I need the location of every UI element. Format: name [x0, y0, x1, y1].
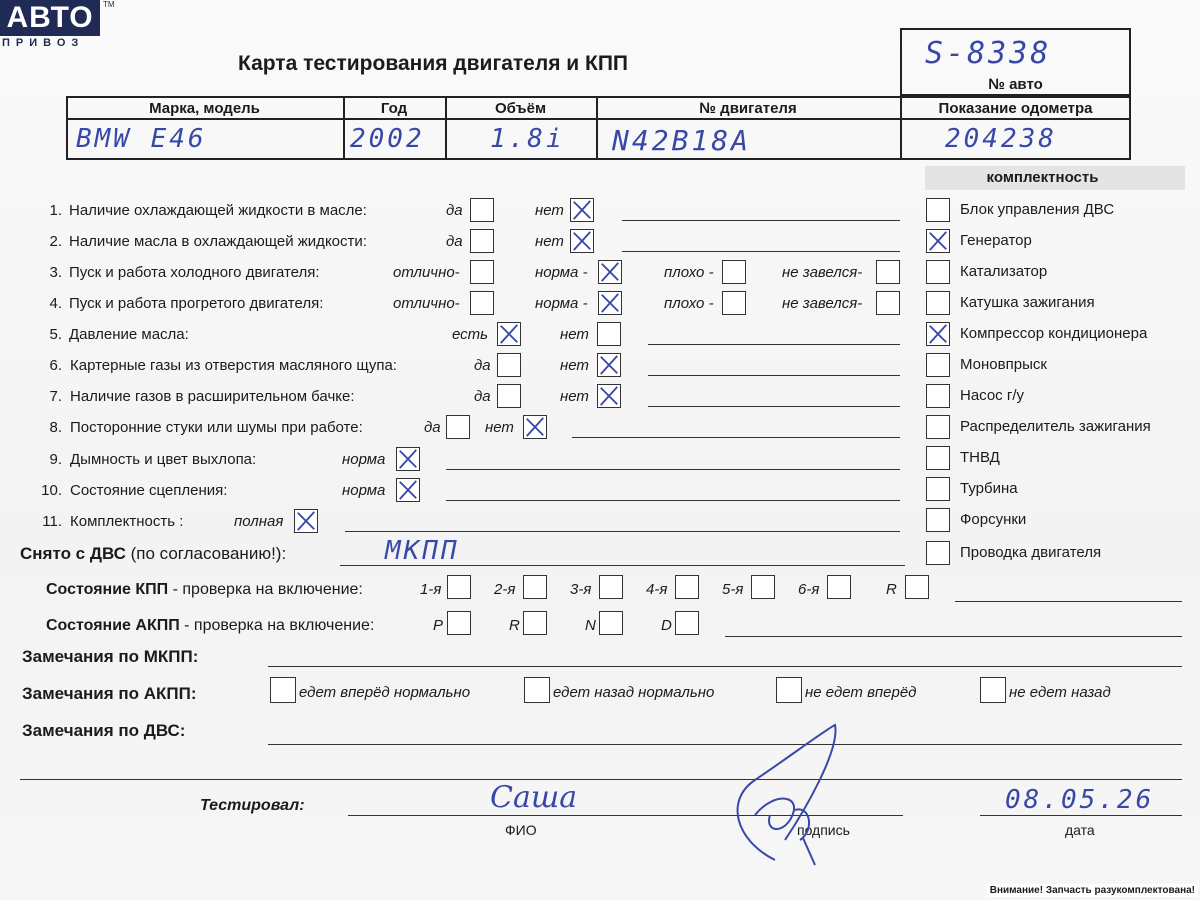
completeness-checkbox[interactable]	[926, 384, 950, 408]
gear-label: N	[585, 617, 596, 634]
checkmark-x-icon	[397, 448, 419, 470]
option-label: да	[474, 388, 491, 405]
completeness-checkbox[interactable]	[926, 353, 950, 377]
akpp-remark-checkbox[interactable]	[270, 677, 296, 703]
akpp-label	[46, 617, 374, 635]
answer-line	[345, 531, 900, 532]
option-checkbox[interactable]	[470, 229, 494, 253]
question-number: 5.	[49, 326, 62, 343]
kpp-gear-checkbox[interactable]	[905, 575, 929, 599]
option-checkbox[interactable]	[396, 478, 420, 502]
date-value: 08.05.26	[1005, 785, 1155, 815]
question-number: 2.	[49, 233, 62, 250]
gear-label: 6-я	[798, 581, 820, 598]
akpp-remark-label: не едет вперёд	[805, 684, 917, 701]
option-label: да	[446, 233, 463, 250]
answer-line	[446, 500, 900, 501]
handwritten-signature	[715, 720, 855, 870]
option-checkbox[interactable]	[722, 291, 746, 315]
kpp-gear-checkbox[interactable]	[827, 575, 851, 599]
akpp-label-rest: - проверка на включение:	[179, 617, 375, 634]
option-label: плохо -	[664, 264, 714, 281]
tested-by-label: Тестировал:	[200, 797, 305, 814]
akpp-label-bold: Состояние АКПП	[46, 617, 180, 634]
removed-label-rest: (по согласованию!):	[125, 544, 287, 563]
footer-warning: Внимание! Запчасть разукомплектована!	[987, 884, 1198, 897]
option-checkbox[interactable]	[470, 198, 494, 222]
completeness-checkbox[interactable]	[926, 415, 950, 439]
option-label: отлично-	[393, 295, 460, 312]
option-label: нет	[535, 233, 564, 250]
completeness-item-label: Катушка зажигания	[960, 294, 1095, 311]
answer-line	[572, 437, 900, 438]
gear-label: 2-я	[494, 581, 516, 598]
question-number: 11.	[42, 513, 62, 530]
option-checkbox[interactable]	[876, 260, 900, 284]
odometer-value: 204238	[945, 124, 1057, 154]
gear-label: 3-я	[570, 581, 592, 598]
question-text: Наличие масла в охлаждающей жидкости:	[69, 233, 367, 250]
option-label: нет	[535, 202, 564, 219]
checkmark-x-icon	[498, 323, 520, 345]
kpp-gear-checkbox[interactable]	[751, 575, 775, 599]
option-checkbox[interactable]	[570, 198, 594, 222]
auto-number-label: № авто	[988, 76, 1043, 93]
completeness-item-label: Форсунки	[960, 511, 1027, 528]
kpp-label-bold: Состояние КПП	[46, 581, 169, 598]
header-row-divider	[66, 118, 1131, 120]
question-text: Дымность и цвет выхлопа:	[70, 451, 257, 468]
completeness-item-label: Моновпрыск	[960, 356, 1047, 373]
col-header-model: Марка, модель	[149, 100, 260, 117]
gear-label: R	[886, 581, 897, 598]
gear-label: 4-я	[646, 581, 668, 598]
question-number: 7.	[49, 388, 62, 405]
akpp-line	[725, 636, 1182, 637]
option-checkbox[interactable]	[570, 229, 594, 253]
question-text: Давление масла:	[69, 326, 189, 343]
remarks-mkpp-line	[268, 666, 1182, 667]
option-label: нет	[560, 388, 589, 405]
checkmark-x-icon	[524, 416, 546, 438]
completeness-item-label: ТНВД	[960, 449, 1000, 466]
auto-number-value: S-8338	[925, 36, 1052, 71]
option-label: да	[446, 202, 463, 219]
completeness-item-label: Насос г/у	[960, 387, 1024, 404]
akpp-remark-label: едет назад нормально	[553, 684, 715, 701]
akpp-remark-checkbox[interactable]	[980, 677, 1006, 703]
removed-label	[20, 544, 286, 564]
option-checkbox[interactable]	[597, 322, 621, 346]
signature-caption: подпись	[797, 822, 850, 838]
col-header-year: Год	[380, 100, 408, 117]
option-label: да	[474, 357, 491, 374]
question-text: Пуск и работа прогретого двигателя:	[69, 295, 324, 312]
question-text: Наличие охлаждающей жидкости в масле:	[69, 202, 367, 219]
question-text: Комплектность :	[70, 513, 184, 530]
option-checkbox[interactable]	[294, 509, 318, 533]
tester-name-value: Саша	[490, 780, 578, 815]
question-text: Пуск и работа холодного двигателя:	[69, 264, 320, 281]
completeness-checkbox[interactable]	[926, 291, 950, 315]
year-value: 2002	[350, 124, 425, 154]
checkmark-x-icon	[571, 199, 593, 221]
remarks-extra-line	[20, 779, 1182, 780]
checkmark-x-icon	[295, 510, 317, 532]
option-checkbox[interactable]	[470, 291, 494, 315]
checkmark-x-icon	[599, 261, 621, 283]
gear-label: 5-я	[722, 581, 744, 598]
akpp-remark-label: не едет назад	[1009, 684, 1111, 701]
form-title: Карта тестирования двигателя и КПП	[238, 52, 629, 75]
completeness-item-label: Турбина	[960, 480, 1018, 497]
completeness-item-label: Катализатор	[960, 263, 1048, 280]
akpp-gear-checkbox[interactable]	[675, 611, 699, 635]
option-checkbox[interactable]	[497, 353, 521, 377]
option-checkbox[interactable]	[597, 384, 621, 408]
kpp-line	[955, 601, 1182, 602]
gear-label: R	[509, 617, 520, 634]
checkmark-x-icon	[927, 230, 949, 252]
option-label: норма	[342, 451, 386, 468]
question-text: Посторонние стуки или шумы при работе:	[70, 419, 363, 436]
gear-label: D	[661, 617, 672, 634]
option-checkbox[interactable]	[597, 353, 621, 377]
option-checkbox[interactable]	[497, 322, 521, 346]
completeness-checkbox[interactable]	[926, 260, 950, 284]
question-number: 10.	[41, 482, 62, 499]
col-header-engine-no: № двигателя	[699, 100, 797, 117]
completeness-item-label: Компрессор кондиционера	[960, 325, 1148, 342]
checkmark-x-icon	[397, 479, 419, 501]
akpp-gear-checkbox[interactable]	[599, 611, 623, 635]
gear-label: 1-я	[420, 581, 442, 598]
checkmark-x-icon	[571, 230, 593, 252]
brand-logo	[0, 0, 100, 36]
option-label: полная	[234, 513, 284, 530]
kpp-label	[46, 581, 363, 599]
option-checkbox[interactable]	[598, 291, 622, 315]
option-checkbox[interactable]	[446, 415, 470, 439]
option-checkbox[interactable]	[396, 447, 420, 471]
option-checkbox[interactable]	[470, 260, 494, 284]
question-number: 1.	[49, 202, 62, 219]
completeness-header: комплектность	[986, 169, 1099, 186]
checkmark-x-icon	[598, 385, 620, 407]
completeness-item-label: Генератор	[960, 232, 1032, 249]
option-label: плохо -	[664, 295, 714, 312]
option-label: отлично-	[393, 264, 460, 281]
option-label: есть	[452, 326, 489, 343]
logo-subtitle: ПРИВОЗ	[2, 37, 85, 49]
completeness-item-label: Распределитель зажигания	[960, 418, 1151, 435]
logo-text: АВТО	[6, 1, 94, 34]
completeness-checkbox[interactable]	[926, 508, 950, 532]
option-checkbox[interactable]	[598, 260, 622, 284]
remarks-dvs-label: Замечания по ДВС:	[22, 721, 186, 740]
question-text: Картерные газы из отверстия масляного щупа:	[70, 357, 397, 374]
checkmark-x-icon	[598, 354, 620, 376]
option-checkbox[interactable]	[523, 415, 547, 439]
remarks-akpp-label: Замечания по АКПП:	[22, 684, 197, 703]
akpp-remark-label: едет вперёд нормально	[299, 684, 471, 701]
answer-line	[622, 220, 900, 221]
question-text: Состояние сцепления:	[70, 482, 228, 499]
option-label: норма	[342, 482, 386, 499]
kpp-gear-checkbox[interactable]	[675, 575, 699, 599]
question-number: 9.	[49, 451, 62, 468]
completeness-checkbox[interactable]	[926, 322, 950, 346]
kpp-label-rest: - проверка на включение:	[168, 581, 363, 598]
option-label: нет	[485, 419, 514, 436]
kpp-gear-checkbox[interactable]	[447, 575, 471, 599]
completeness-checkbox[interactable]	[926, 541, 950, 565]
question-number: 3.	[49, 264, 62, 281]
date-line	[980, 815, 1182, 816]
model-value: BMW E46	[76, 124, 207, 154]
completeness-checkbox[interactable]	[926, 446, 950, 470]
removed-label-bold: Снято с ДВС	[20, 544, 126, 563]
answer-line	[648, 375, 900, 376]
col-header-odometer: Показание одометра	[938, 100, 1093, 117]
answer-line	[648, 344, 900, 345]
completeness-checkbox[interactable]	[926, 477, 950, 501]
option-label: да	[424, 419, 441, 436]
date-caption: дата	[1065, 822, 1095, 838]
question-number: 8.	[49, 419, 62, 436]
kpp-gear-checkbox[interactable]	[599, 575, 623, 599]
option-label: нет	[560, 357, 589, 374]
gear-label: P	[433, 617, 444, 634]
completeness-item-label: Проводка двигателя	[960, 544, 1102, 561]
answer-line	[446, 469, 900, 470]
option-label: не завелся-	[782, 264, 863, 281]
akpp-remark-checkbox[interactable]	[776, 677, 802, 703]
option-checkbox[interactable]	[876, 291, 900, 315]
removed-value: МКПП	[385, 536, 460, 566]
trademark-mark: TM	[103, 0, 115, 9]
option-checkbox[interactable]	[497, 384, 521, 408]
answer-line	[648, 406, 900, 407]
answer-line	[622, 251, 900, 252]
checkmark-x-icon	[599, 292, 621, 314]
checkmark-x-icon	[927, 323, 949, 345]
remarks-mkpp-label: Замечания по МКПП:	[22, 647, 199, 666]
akpp-gear-checkbox[interactable]	[523, 611, 547, 635]
completeness-item-label: Блок управления ДВС	[960, 201, 1115, 218]
volume-value: 1.8i	[490, 124, 565, 154]
akpp-remark-checkbox[interactable]	[524, 677, 550, 703]
option-checkbox[interactable]	[722, 260, 746, 284]
engine-no-value: N42B18A	[612, 124, 752, 157]
akpp-gear-checkbox[interactable]	[447, 611, 471, 635]
completeness-checkbox[interactable]	[926, 198, 950, 222]
col-header-volume: Объём	[494, 100, 547, 117]
option-label: норма -	[535, 295, 588, 312]
question-number: 6.	[49, 357, 62, 374]
kpp-gear-checkbox[interactable]	[523, 575, 547, 599]
name-caption: ФИО	[505, 822, 537, 838]
option-label: норма -	[535, 264, 588, 281]
question-text: Наличие газов в расширительном бачке:	[70, 388, 355, 405]
option-label: нет	[560, 326, 589, 343]
question-number: 4.	[49, 295, 62, 312]
completeness-checkbox[interactable]	[926, 229, 950, 253]
option-label: не завелся-	[782, 295, 863, 312]
